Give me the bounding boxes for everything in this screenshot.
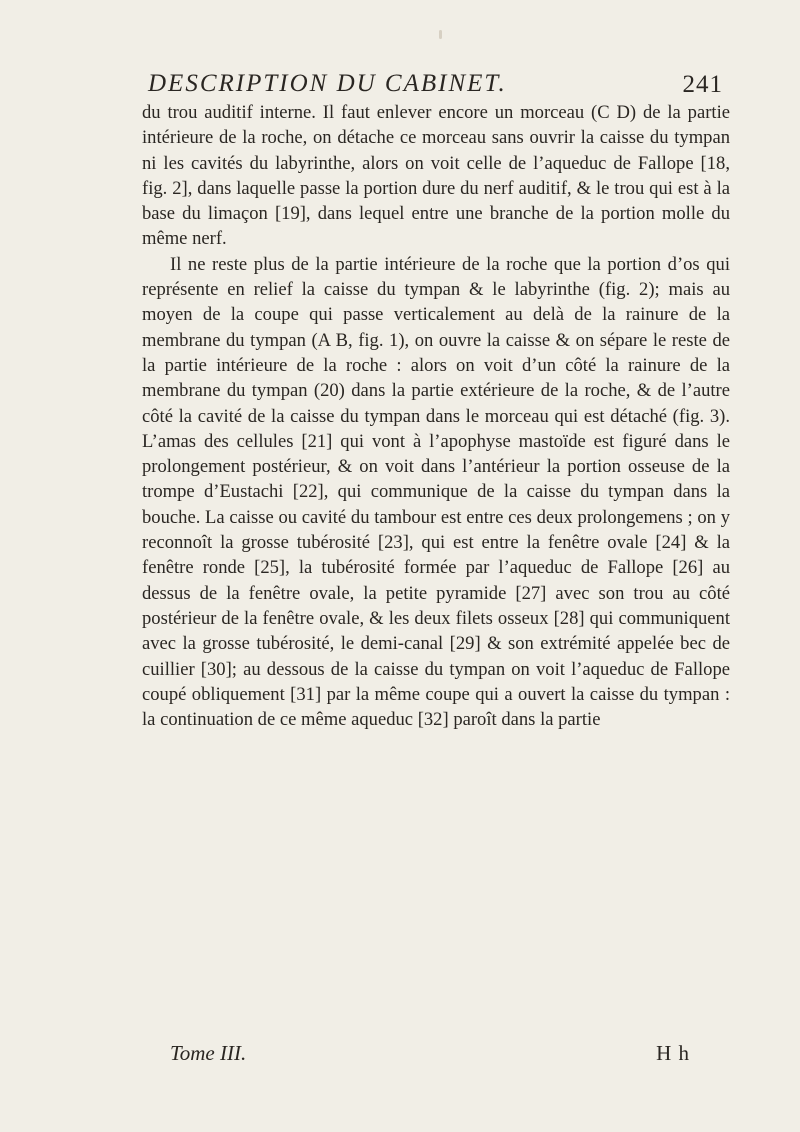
page-body [142,100,730,732]
paragraph-main: Il ne reste plus de la partie intérieure de la roche que la portion d’os qui représente en relief la caisse du tympan & le labyrinthe (fig. 2); mais au moyen de la coupe qui passe verticalement au delà de la rainure de la membrane du tympan (A B, fig. 1), on ouvre la caisse & on sépare le reste de la partie intérieure de la roche : alors on voit d’un côté la rainure de la membrane du tympan (20) dans la partie extérieure de la roche, & de l’autre côté la cavité de la caisse du tympan dans le morceau qui est détaché (fig. 3). L’amas des cellules [21] qui vont à l’apophyse mastoïde est figuré dans le prolongement postérieur, & on voit dans l’antérieur la portion osseuse de la trompe d’Eustachi [22], qui communique de la caisse du tympan dans la bouche. La caisse ou cavité du tambour est entre ces deux prolongemens ; on y reconnoît la grosse tubérosité [23], qui est entre la fenêtre ovale [24] & la fenêtre ronde [25], la tubérosité formée par l’aqueduc de Fallope [26] au dessus de la fenêtre ovale, la petite pyramide [27] avec son trou au côté postérieur de la fenêtre ovale, & les deux filets osseux [28] qui communiquent avec la grosse tubérosité, le demi-canal [29] & son extrémité appelée bec de cuillier [30]; au dessous de la caisse du tympan on voit l’aqueduc de Fallope coupé obliquement [31] par la même coupe qui a ouvert la caisse du tympan : la continuation de ce même aqueduc [32] paroît dans la partie [142,253,730,731]
page-number: 241 [682,71,723,98]
volume-label: Tome III. [170,1041,247,1065]
paragraph-continuation: du trou auditif interne. Il faut enlever encore un morceau (C D) de la partie intérieure de la roche, on détache ce morceau sans ouvrir la caisse du tympan ni les cavités du labyrinthe, alors on voit celle de l’aqueduc de Fallope [18, fig. 2], dans laquelle passe la portion dure du nerf auditif, & le trou qui est à la base du limaçon [19], dans lequel entre une branche de la portion molle du même nerf. [142,102,730,250]
running-title: DESCRIPTION DU CABINET. [148,70,507,97]
running-header [148,70,723,104]
page-footer [170,1041,690,1067]
printer-signature: H h [656,1041,690,1065]
paper-mark [439,30,442,39]
